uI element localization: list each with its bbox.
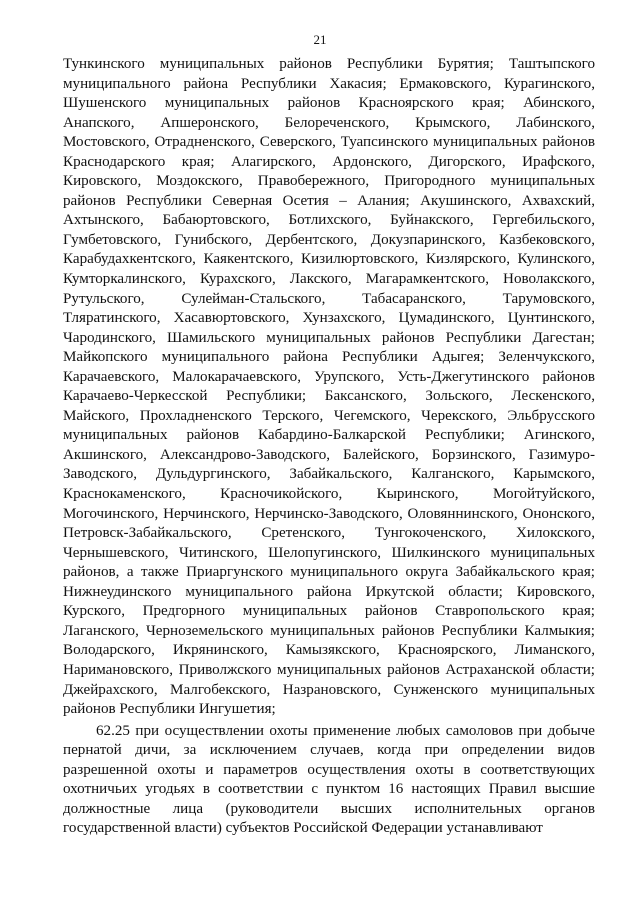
- page-number: 21: [313, 32, 327, 47]
- paragraph-continuation: Тункинского муниципальных районов Республики Бурятия; Таштыпского муниципального района Республики Хакасия; Ермаковского, Курагинского, Шушенского муниципальных районов Красноярского края; Абинского, Анапского, Апшеронского, Белореченского, Крымского, Лабинского, Мостовского, Отрадненского, Северского, Туапсинского муниципальных районов Краснодарского края; Алагирского, Ардонского, Дигорского, Ирафского, Кировского, Моздокского, Правобережного, Пригородного муниципальных районов Республики Северная Осетия – Алания; Акушинского, Ахвахский, Ахтынского, Бабаюртовского, Ботлихского, Буйнакского, Гергебильского, Гумбетовского, Гунибского, Дербентского, Докузпаринского, Казбековского, Карабудахкентского, Каякентского, Кизилюртовского, Кизлярского, Кулинского, Кумторкалинского, Курахского, Лакского, Магарамкентского, Новолакского, Рутульского, Сулейман-Стальского, Табасаранского, Тарумовского, Тляратинского, Хасавюртовского, Хунзахского, Цумадинского, Цунтинского, Чародинского, Шамильского муниципальных районов Республики Дагестан; Майкопского муниципального района Республики Адыгея; Зеленчукского, Карачаевского, Малокарачаевского, Урупского, Усть-Джегутинского районов Карачаево-Черкесской Республики; Баксанского, Зольского, Лескенского, Майского, Прохладненского Терского, Чегемского, Черекского, Эльбрусского муниципальных районов Кабардино-Балкарской Республики; Агинского, Акшинского, Александрово-Заводского, Балейского, Борзинского, Газимуро-Заводского, Дульдургинского, Забайкальского, Калганского, Карымского, Краснокаменского, Красночикойского, Кыринского, Могойтуйского, Могочинского, Нерчинского, Нерчинско-Заводского, Оловяннинского, Ононского, Петровск-Забайкальского, Сретенского, Тунгокоченского, Хилокского, Чернышевского, Читинского, Шелопугинского, Шилкинского муниципальных районов, а также Приаргунского муниципального округа Забайкальского края; Нижнеудинского муниципального района Иркутской области; Кировского, Курского, Предгорного муниципальных районов Ставропольского края; Лаганского, Черноземельского муниципальных районов Республики Калмыкия; Володарского, Икрянинского, Камызякского, Красноярского, Лиманского, Наримановского, Приволжского муниципальных районов Астраханской области; Джейрахского, Малгобекского, Назрановского, Сунженского муниципальных районов Республики Ингушетия;: [63, 56, 595, 718]
- document-body: [63, 55, 595, 839]
- paragraph-item-62-25: 62.25 при осуществлении охоты применение любых самоловов при добыче пернатой дичи, за исключением случаев, когда при определении видов разрешенной охоты и параметров осуществления охоты в соответствующих охотничьих угодьях в соответствии с пунктом 16 настоящих Правил высшие должностные лица (руководители высших исполнительных органов государственной власти) субъектов Российской Федерации устанавливают: [63, 722, 595, 837]
